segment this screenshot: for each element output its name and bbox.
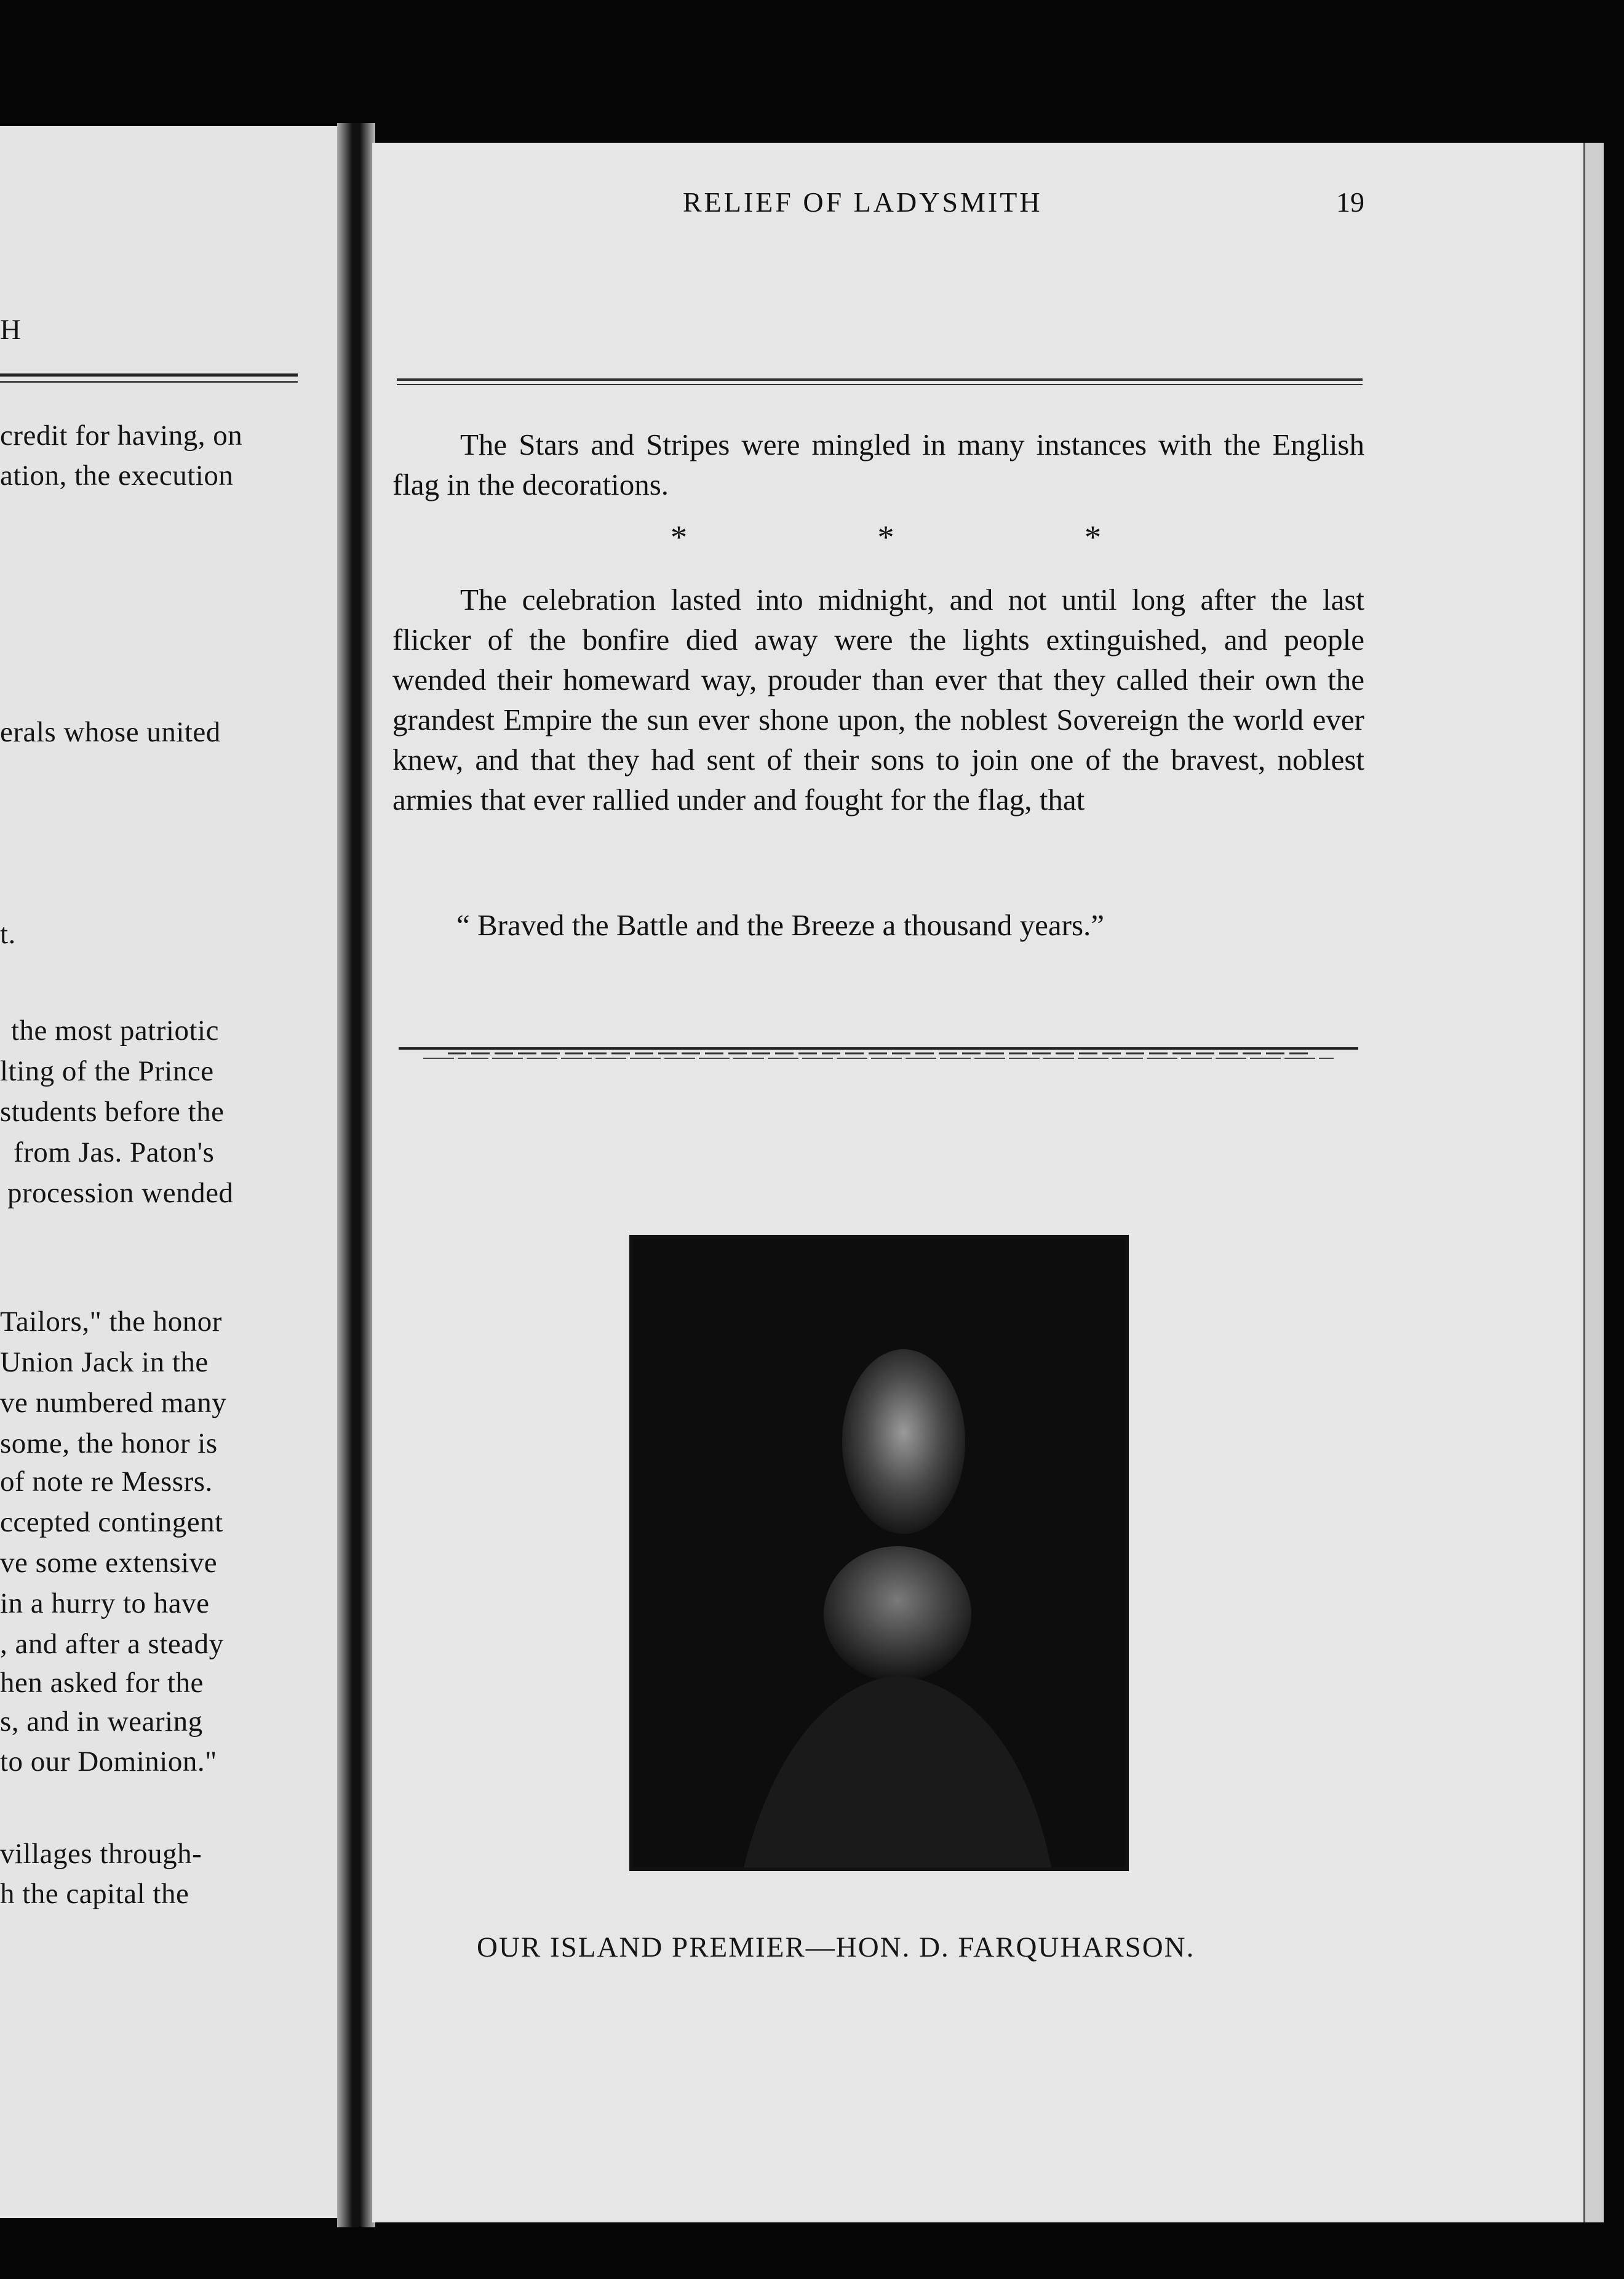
left-text-line: credit for having, on (0, 420, 243, 452)
page-number: 19 (1336, 186, 1364, 218)
left-text-line: ve some extensive (0, 1547, 218, 1579)
left-text-line: Union Jack in the (0, 1346, 209, 1378)
left-text-line: procession wended (7, 1177, 234, 1209)
left-text-line: erals whose united (0, 716, 221, 748)
photo-caption: OUR ISLAND PREMIER—HON. D. FARQUHARSON. (477, 1931, 1195, 1963)
book-gutter (337, 123, 375, 2227)
header-rule-thin (397, 384, 1363, 385)
asterisk: * (671, 519, 687, 556)
left-text-line: in a hurry to have (0, 1587, 210, 1619)
left-text-line: some, the honor is (0, 1427, 218, 1459)
paragraph-text: The Stars and Stripes were mingled in many instances with the English flag in the decorations. (392, 428, 1364, 501)
quotation: “ Braved the Battle and the Breeze a thousand years.” (456, 908, 1105, 942)
left-text-line: Tailors," the honor (0, 1306, 222, 1338)
left-text-line: students before the (0, 1096, 225, 1128)
left-text-line: ve numbered many (0, 1387, 227, 1419)
left-text-line: s, and in wearing (0, 1706, 203, 1738)
left-text-line: the most patriotic (11, 1015, 219, 1047)
paragraph (392, 580, 1364, 820)
left-header-rule-thin (0, 381, 298, 383)
left-header-rule (0, 373, 298, 377)
left-text-line: of note re Messrs. (0, 1466, 213, 1498)
header-rule (397, 378, 1363, 381)
paragraph-text: The celebration lasted into midnight, and not until long after the last flicker of the bonfire died away were the lights extinguished, and people wended their homeward way, prouder than ever that they called their own the grandest Empire the sun ever shone upon, the noblest Sovereign the world ever knew, and that they had sent of their sons to join one of the bravest, noblest armies that ever rallied under and fought for the flag, that (392, 583, 1364, 816)
left-text-line: h the capital the (0, 1878, 189, 1910)
portrait-image (633, 1239, 1125, 1867)
left-text-line: to our Dominion." (0, 1746, 217, 1778)
left-text-line: ccepted contingent (0, 1506, 223, 1538)
left-text-line: villages through- (0, 1838, 202, 1870)
asterisk: * (877, 519, 894, 556)
ornamental-rule (399, 1040, 1358, 1064)
portrait-photo (629, 1235, 1129, 1871)
left-running-head: H (0, 314, 22, 346)
left-text-line: lting of the Prince (0, 1055, 214, 1087)
left-text-line: , and after a steady (0, 1628, 224, 1660)
left-text-line: hen asked for the (0, 1667, 204, 1699)
section-break (671, 518, 1101, 556)
page-edge (1583, 143, 1604, 2222)
paragraph (392, 425, 1364, 505)
running-head: RELIEF OF LADYSMITH (683, 186, 1043, 218)
left-text-line: t. (0, 918, 16, 950)
asterisk: * (1085, 519, 1101, 556)
left-page (0, 126, 340, 2218)
left-text-line: from Jas. Paton's (14, 1136, 215, 1168)
left-text-line: ation, the execution (0, 460, 234, 492)
